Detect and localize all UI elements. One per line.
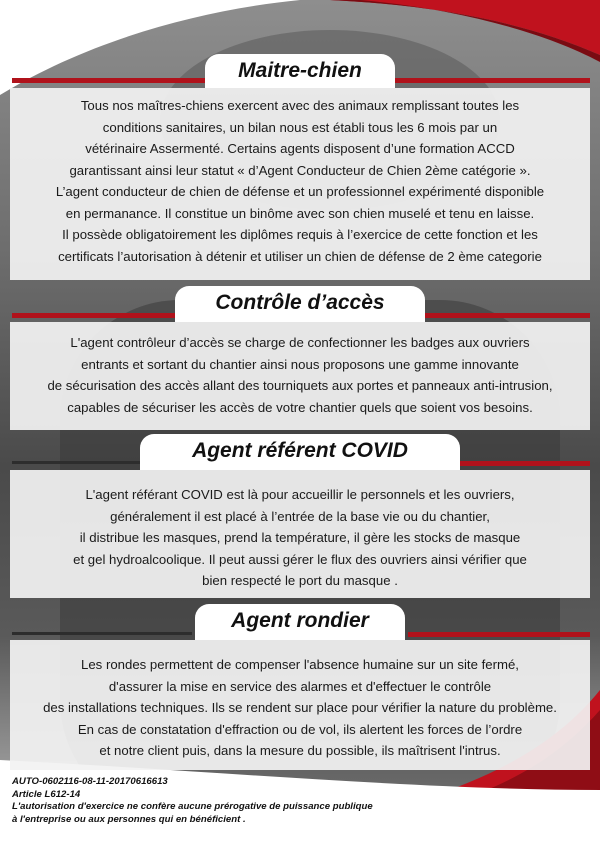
- text-line: conditions sanitaires, un bilan nous est établi tous les 6 mois par un: [102, 119, 498, 135]
- title-underline-right: [408, 632, 590, 637]
- text-line: de sécurisation des accès allant des tourniquets aux portes et panneaux anti-intrusion,: [47, 378, 553, 393]
- section-title-controle-acces: Contrôle d’accès: [175, 286, 425, 322]
- legal-notice-line: à l'entreprise ou aux personnes qui en bénéficient .: [12, 813, 246, 825]
- text-line: des installations techniques. Ils se rendent sur place pour vérifier la nature du problème.: [43, 700, 557, 715]
- section-text-agent-rondier: [10, 654, 590, 762]
- section-title-agent-covid: Agent référent COVID: [140, 434, 460, 470]
- text-line: bien respecté le port du masque .: [202, 573, 398, 588]
- section-text-agent-covid: [10, 484, 590, 592]
- text-line: certificats l’autorisation à détenir et utiliser un chien de défense de 2 ème categorie: [58, 248, 542, 264]
- text-line: L'agent référant COVID est là pour accueillir le personnels et les ouvriers,: [85, 487, 515, 502]
- text-line: et gel hydroalcoolique. Il peut aussi gérer le flux des ouvriers ainsi vérifier que: [73, 551, 527, 567]
- text-line: d'assurer la mise en service des alarmes et d'effectuer le contrôle: [108, 678, 492, 694]
- authorization-number: AUTO-0602116-08-11-20170616613: [12, 776, 168, 787]
- text-line: En cas de constatation d'effraction ou de vol, ils alertent les forces de l’ordre: [77, 721, 523, 737]
- section-title-maitre-chien: Maitre-chien: [205, 54, 395, 88]
- text-line: garantissant ainsi leur statut « d’Agent Conducteur de Chien 2ème catégorie ».: [69, 162, 531, 178]
- text-line: capables de sécuriser les accès de votre chantier quels que soient vos besoins.: [67, 399, 533, 415]
- text-line: Il possède obligatoirement les diplômes requis à l’exercice de cette fonction et les: [62, 227, 538, 242]
- text-line: en permanance. Il constitue un binôme avec son chien muselé et tenu en laisse.: [65, 205, 535, 221]
- text-line: généralement il est placé à l’entrée de la base vie ou du chantier,: [110, 508, 490, 524]
- legal-notice-line: L'autorisation d'exercice ne confère aucune prérogative de puissance publique: [12, 801, 373, 812]
- text-line: Les rondes permettent de compenser l'absence humaine sur un site fermé,: [81, 657, 519, 672]
- section-text-controle-acces: [10, 332, 590, 418]
- title-underline-left: [12, 632, 192, 635]
- text-line: entrants et sortant du chantier ainsi nous proposons une gamme innovante: [81, 356, 519, 372]
- section-text-maitre-chien: [10, 95, 590, 267]
- article-reference: Article L612-14: [12, 788, 81, 800]
- text-line: vétérinaire Assermenté. Certains agents disposent d’une formation ACCD: [85, 141, 515, 156]
- text-line: et notre client puis, dans la mesure du possible, ils maîtrisent l'intrus.: [99, 743, 501, 758]
- text-line: L'agent contrôleur d’accès se charge de confectionner les badges aux ouvriers: [70, 335, 530, 350]
- section-title-agent-rondier: Agent rondier: [195, 604, 405, 640]
- text-line: il distribue les masques, prend la température, il gère les stocks de masque: [79, 530, 521, 545]
- legal-footer: [12, 776, 592, 826]
- text-line: Tous nos maîtres-chiens exercent avec des animaux remplissant toutes les: [80, 98, 520, 113]
- title-underline-right: [440, 461, 590, 466]
- text-line: L’agent conducteur de chien de défense et un professionnel expérimenté disponible: [55, 184, 545, 199]
